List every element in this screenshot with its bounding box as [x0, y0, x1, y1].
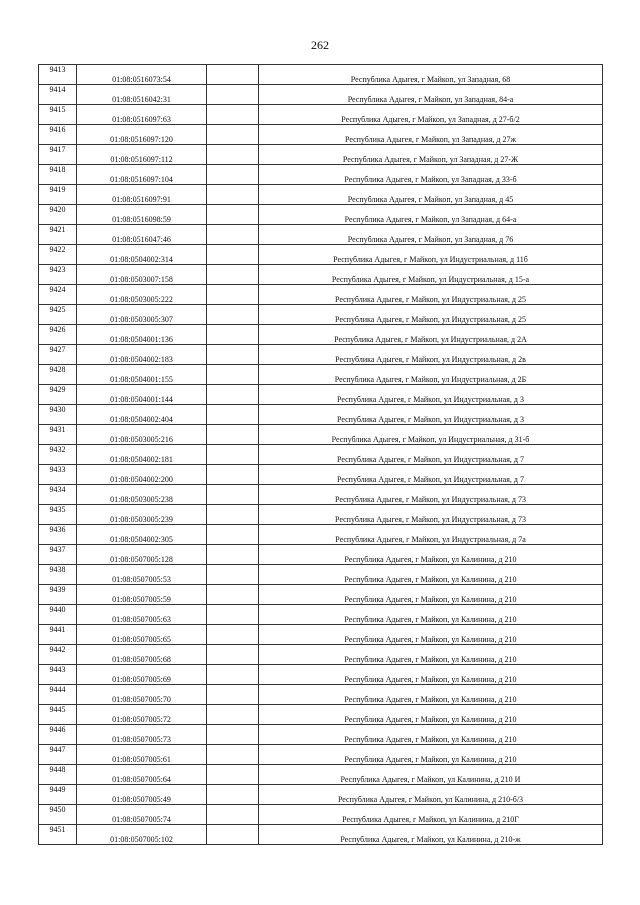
empty-cell	[207, 785, 259, 805]
row-number-cell: 9440	[39, 605, 77, 625]
row-number-cell: 9431	[39, 425, 77, 445]
table-row	[39, 785, 603, 805]
row-number-cell: 9447	[39, 745, 77, 765]
table-row	[39, 645, 603, 665]
table-row	[39, 105, 603, 125]
address-cell: Республика Адыгея, г Майкоп, ул Индустриальная, д 73	[259, 485, 603, 505]
row-number-cell: 9449	[39, 785, 77, 805]
cadastral-number-cell: 01:08:0507005:70	[77, 685, 207, 705]
row-number-cell: 9429	[39, 385, 77, 405]
address-cell: Республика Адыгея, г Майкоп, ул Индустриальная, д 25	[259, 305, 603, 325]
address-cell: Республика Адыгея, г Майкоп, ул Западная, д 27-б/2	[259, 105, 603, 125]
property-registry-table	[38, 64, 603, 845]
table-row	[39, 725, 603, 745]
cadastral-number-cell: 01:08:0504001:144	[77, 385, 207, 405]
table-row	[39, 305, 603, 325]
cadastral-number-cell: 01:08:0504001:155	[77, 365, 207, 385]
empty-cell	[207, 65, 259, 85]
row-number-cell: 9444	[39, 685, 77, 705]
address-cell: Республика Адыгея, г Майкоп, ул Калинина, д 210	[259, 665, 603, 685]
address-cell: Республика Адыгея, г Майкоп, ул Калинина, д 210	[259, 685, 603, 705]
cadastral-number-cell: 01:08:0516042:31	[77, 85, 207, 105]
row-number-cell: 9420	[39, 205, 77, 225]
cadastral-number-cell: 01:08:0507005:65	[77, 625, 207, 645]
empty-cell	[207, 405, 259, 425]
table-row	[39, 805, 603, 825]
address-cell: Республика Адыгея, г Майкоп, ул Западная, д 33-б	[259, 165, 603, 185]
empty-cell	[207, 285, 259, 305]
row-number-cell: 9413	[39, 65, 77, 85]
row-number-cell: 9446	[39, 725, 77, 745]
cadastral-number-cell: 01:08:0507005:68	[77, 645, 207, 665]
address-cell: Республика Адыгея, г Майкоп, ул Западная, 68	[259, 65, 603, 85]
empty-cell	[207, 625, 259, 645]
cadastral-number-cell: 01:08:0507005:102	[77, 825, 207, 845]
empty-cell	[207, 565, 259, 585]
address-cell: Республика Адыгея, г Майкоп, ул Калинина, д 210 И	[259, 765, 603, 785]
address-cell: Республика Адыгея, г Майкоп, ул Калинина, д 210	[259, 565, 603, 585]
cadastral-number-cell: 01:08:0516097:104	[77, 165, 207, 185]
table-row	[39, 65, 603, 85]
empty-cell	[207, 185, 259, 205]
empty-cell	[207, 85, 259, 105]
address-cell: Республика Адыгея, г Майкоп, ул Западная, д 27-Ж	[259, 145, 603, 165]
address-cell: Республика Адыгея, г Майкоп, ул Калинина, д 210	[259, 725, 603, 745]
table-row	[39, 445, 603, 465]
cadastral-number-cell: 01:08:0507005:128	[77, 545, 207, 565]
table-row	[39, 405, 603, 425]
table-row	[39, 745, 603, 765]
empty-cell	[207, 105, 259, 125]
address-cell: Республика Адыгея, г Майкоп, ул Индустриальная, д 7а	[259, 525, 603, 545]
table-row	[39, 705, 603, 725]
cadastral-number-cell: 01:08:0516097:91	[77, 185, 207, 205]
empty-cell	[207, 745, 259, 765]
empty-cell	[207, 465, 259, 485]
cadastral-number-cell: 01:08:0504001:136	[77, 325, 207, 345]
row-number-cell: 9424	[39, 285, 77, 305]
row-number-cell: 9416	[39, 125, 77, 145]
cadastral-number-cell: 01:08:0503005:239	[77, 505, 207, 525]
row-number-cell: 9442	[39, 645, 77, 665]
cadastral-number-cell: 01:08:0507005:74	[77, 805, 207, 825]
cadastral-number-cell: 01:08:0516097:112	[77, 145, 207, 165]
empty-cell	[207, 825, 259, 845]
cadastral-number-cell: 01:08:0507005:61	[77, 745, 207, 765]
table-row	[39, 205, 603, 225]
row-number-cell: 9421	[39, 225, 77, 245]
row-number-cell: 9430	[39, 405, 77, 425]
table-row	[39, 525, 603, 545]
row-number-cell: 9428	[39, 365, 77, 385]
empty-cell	[207, 325, 259, 345]
row-number-cell: 9419	[39, 185, 77, 205]
table-row	[39, 165, 603, 185]
empty-cell	[207, 765, 259, 785]
cadastral-number-cell: 01:08:0504002:305	[77, 525, 207, 545]
cadastral-number-cell: 01:08:0507005:72	[77, 705, 207, 725]
empty-cell	[207, 585, 259, 605]
cadastral-number-cell: 01:08:0516098:59	[77, 205, 207, 225]
empty-cell	[207, 645, 259, 665]
empty-cell	[207, 125, 259, 145]
table-row	[39, 545, 603, 565]
empty-cell	[207, 485, 259, 505]
table-row	[39, 365, 603, 385]
cadastral-number-cell: 01:08:0504002:404	[77, 405, 207, 425]
address-cell: Республика Адыгея, г Майкоп, ул Западная, д 76	[259, 225, 603, 245]
address-cell: Республика Адыгея, г Майкоп, ул Индустриальная, д 31-б	[259, 425, 603, 445]
table-row	[39, 85, 603, 105]
table-row	[39, 145, 603, 165]
table-row	[39, 665, 603, 685]
row-number-cell: 9417	[39, 145, 77, 165]
address-cell: Республика Адыгея, г Майкоп, ул Индустриальная, д 7	[259, 465, 603, 485]
table-row	[39, 285, 603, 305]
cadastral-number-cell: 01:08:0516097:63	[77, 105, 207, 125]
row-number-cell: 9415	[39, 105, 77, 125]
cadastral-number-cell: 01:08:0503005:307	[77, 305, 207, 325]
row-number-cell: 9427	[39, 345, 77, 365]
address-cell: Республика Адыгея, г Майкоп, ул Калинина, д 210	[259, 745, 603, 765]
row-number-cell: 9448	[39, 765, 77, 785]
address-cell: Республика Адыгея, г Майкоп, ул Калинина, д 210	[259, 585, 603, 605]
table-row	[39, 345, 603, 365]
row-number-cell: 9434	[39, 485, 77, 505]
row-number-cell: 9443	[39, 665, 77, 685]
cadastral-number-cell: 01:08:0503005:238	[77, 485, 207, 505]
empty-cell	[207, 445, 259, 465]
address-cell: Республика Адыгея, г Майкоп, ул Калинина, д 210	[259, 645, 603, 665]
address-cell: Республика Адыгея, г Майкоп, ул Калинина, д 210-б/3	[259, 785, 603, 805]
row-number-cell: 9414	[39, 85, 77, 105]
empty-cell	[207, 425, 259, 445]
empty-cell	[207, 665, 259, 685]
address-cell: Республика Адыгея, г Майкоп, ул Калинина, д 210	[259, 605, 603, 625]
empty-cell	[207, 685, 259, 705]
table-row	[39, 625, 603, 645]
table-row	[39, 605, 603, 625]
table-row	[39, 505, 603, 525]
cadastral-number-cell: 01:08:0516073:54	[77, 65, 207, 85]
row-number-cell: 9436	[39, 525, 77, 545]
row-number-cell: 9450	[39, 805, 77, 825]
empty-cell	[207, 605, 259, 625]
row-number-cell: 9451	[39, 825, 77, 845]
cadastral-number-cell: 01:08:0504002:183	[77, 345, 207, 365]
empty-cell	[207, 705, 259, 725]
cadastral-number-cell: 01:08:0503007:158	[77, 265, 207, 285]
address-cell: Республика Адыгея, г Майкоп, ул Индустриальная, д 11б	[259, 245, 603, 265]
address-cell: Республика Адыгея, г Майкоп, ул Индустриальная, д 25	[259, 285, 603, 305]
cadastral-number-cell: 01:08:0507005:53	[77, 565, 207, 585]
table-row	[39, 125, 603, 145]
table-row	[39, 265, 603, 285]
empty-cell	[207, 545, 259, 565]
table-row	[39, 225, 603, 245]
address-cell: Республика Адыгея, г Майкоп, ул Западная, д 27ж	[259, 125, 603, 145]
table-row	[39, 585, 603, 605]
empty-cell	[207, 305, 259, 325]
cadastral-number-cell: 01:08:0503005:216	[77, 425, 207, 445]
address-cell: Республика Адыгея, г Майкоп, ул Индустриальная, д 15-а	[259, 265, 603, 285]
cadastral-number-cell: 01:08:0507005:64	[77, 765, 207, 785]
table-row	[39, 245, 603, 265]
empty-cell	[207, 385, 259, 405]
empty-cell	[207, 205, 259, 225]
cadastral-number-cell: 01:08:0504002:314	[77, 245, 207, 265]
address-cell: Республика Адыгея, г Майкоп, ул Западная, 84-а	[259, 85, 603, 105]
empty-cell	[207, 225, 259, 245]
row-number-cell: 9426	[39, 325, 77, 345]
address-cell: Республика Адыгея, г Майкоп, ул Калинина, д 210	[259, 545, 603, 565]
row-number-cell: 9422	[39, 245, 77, 265]
address-cell: Республика Адыгея, г Майкоп, ул Калинина, д 210	[259, 625, 603, 645]
empty-cell	[207, 365, 259, 385]
row-number-cell: 9441	[39, 625, 77, 645]
row-number-cell: 9423	[39, 265, 77, 285]
address-cell: Республика Адыгея, г Майкоп, ул Калинина, д 210Г	[259, 805, 603, 825]
row-number-cell: 9432	[39, 445, 77, 465]
empty-cell	[207, 145, 259, 165]
cadastral-number-cell: 01:08:0503005:222	[77, 285, 207, 305]
table-row	[39, 765, 603, 785]
table-row	[39, 485, 603, 505]
table-row	[39, 825, 603, 845]
row-number-cell: 9439	[39, 585, 77, 605]
row-number-cell: 9437	[39, 545, 77, 565]
empty-cell	[207, 165, 259, 185]
table-row	[39, 385, 603, 405]
cadastral-number-cell: 01:08:0507005:63	[77, 605, 207, 625]
empty-cell	[207, 245, 259, 265]
address-cell: Республика Адыгея, г Майкоп, ул Индустриальная, д 2А	[259, 325, 603, 345]
row-number-cell: 9433	[39, 465, 77, 485]
empty-cell	[207, 805, 259, 825]
empty-cell	[207, 345, 259, 365]
empty-cell	[207, 525, 259, 545]
table-row	[39, 685, 603, 705]
table-row	[39, 325, 603, 345]
table-row	[39, 465, 603, 485]
table-row	[39, 425, 603, 445]
cadastral-number-cell: 01:08:0504002:200	[77, 465, 207, 485]
row-number-cell: 9438	[39, 565, 77, 585]
cadastral-number-cell: 01:08:0507005:49	[77, 785, 207, 805]
cadastral-number-cell: 01:08:0516047:46	[77, 225, 207, 245]
address-cell: Республика Адыгея, г Майкоп, ул Западная, д 64-а	[259, 205, 603, 225]
address-cell: Республика Адыгея, г Майкоп, ул Индустриальная, д 3	[259, 405, 603, 425]
row-number-cell: 9418	[39, 165, 77, 185]
table-row	[39, 565, 603, 585]
address-cell: Республика Адыгея, г Майкоп, ул Калинина, д 210-ж	[259, 825, 603, 845]
cadastral-number-cell: 01:08:0507005:69	[77, 665, 207, 685]
cadastral-number-cell: 01:08:0504002:181	[77, 445, 207, 465]
row-number-cell: 9445	[39, 705, 77, 725]
address-cell: Республика Адыгея, г Майкоп, ул Индустриальная, д 73	[259, 505, 603, 525]
row-number-cell: 9425	[39, 305, 77, 325]
table-row	[39, 185, 603, 205]
address-cell: Республика Адыгея, г Майкоп, ул Калинина, д 210	[259, 705, 603, 725]
cadastral-number-cell: 01:08:0507005:73	[77, 725, 207, 745]
cadastral-number-cell: 01:08:0507005:59	[77, 585, 207, 605]
address-cell: Республика Адыгея, г Майкоп, ул Индустриальная, д 7	[259, 445, 603, 465]
address-cell: Республика Адыгея, г Майкоп, ул Западная, д 45	[259, 185, 603, 205]
row-number-cell: 9435	[39, 505, 77, 525]
empty-cell	[207, 505, 259, 525]
address-cell: Республика Адыгея, г Майкоп, ул Индустриальная, д 2Б	[259, 365, 603, 385]
page-number: 262	[311, 38, 329, 52]
empty-cell	[207, 725, 259, 745]
address-cell: Республика Адыгея, г Майкоп, ул Индустриальная, д 2в	[259, 345, 603, 365]
cadastral-number-cell: 01:08:0516097:120	[77, 125, 207, 145]
empty-cell	[207, 265, 259, 285]
address-cell: Республика Адыгея, г Майкоп, ул Индустриальная, д 3	[259, 385, 603, 405]
